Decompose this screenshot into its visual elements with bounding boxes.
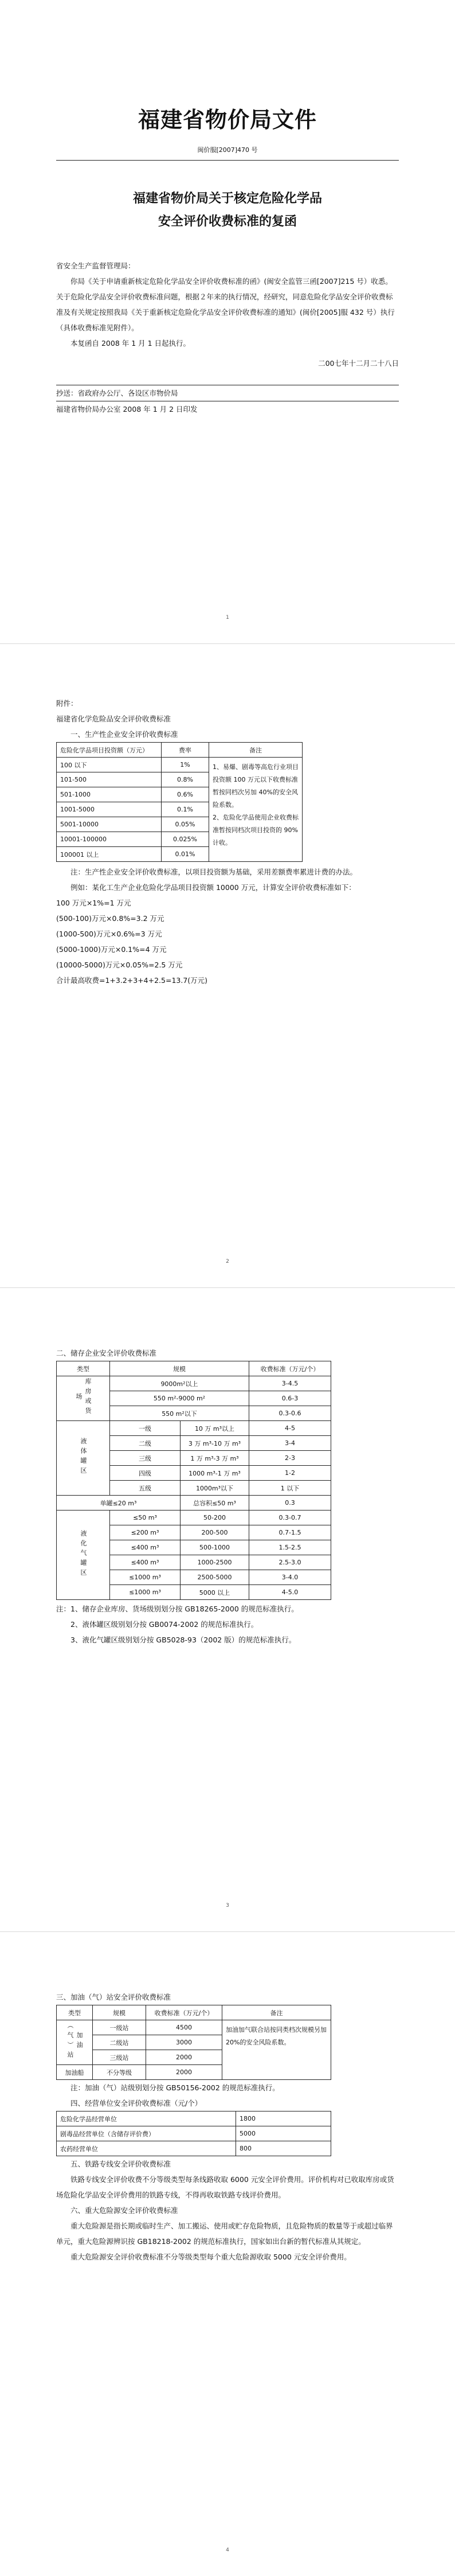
table-cell: 二级: [110, 1436, 181, 1451]
cc-line: 抄送：省政府办公厅、各设区市物价局: [56, 389, 178, 397]
section-1-title: 一、生产性企业安全评价收费标准: [70, 730, 178, 739]
letter-body: [56, 258, 399, 417]
table-cell: 总容积≤50 m³: [181, 1496, 249, 1511]
table-cell: 100 以下: [57, 758, 162, 772]
table-cell: 0.01%: [162, 847, 209, 862]
table-cell: 501-1000: [57, 787, 162, 802]
category-cell: [57, 1511, 110, 1600]
fee-note: 注：生产性企业安全评价收费标准，以项目投资额为基础，采用差额费率累进计费的办法。: [70, 868, 358, 876]
fee-example-intro: 例如：某化工生产企业危险化学品项目投资额 10000 万元，计算安全评价收费标准如下：: [70, 883, 356, 892]
table-cell: 3-4.0: [249, 1570, 331, 1585]
table-cell: 农药经营单位: [57, 2141, 236, 2156]
table-cell: 0.1%: [162, 802, 209, 817]
storage-fee-table: [56, 1361, 331, 1600]
fuel-section: [56, 1989, 399, 2265]
section-4-title: 四、经营单位安全评价收费标准（元/个）: [70, 2099, 202, 2107]
table-row: [57, 2111, 331, 2126]
document-header-title: 福建省物价局文件: [138, 107, 317, 132]
table-header-row: [57, 2005, 331, 2020]
rail-text: 铁路专线安全评价收费不分等级类型每条线路收取 6000 元安全评价费用。评价机构对已收取库房或货场危险化学品安全评价费用的铁路专线，不得再收取铁路专线评价费用。: [56, 2175, 394, 2199]
table-cell: 550 m²以下: [110, 1406, 249, 1421]
table-cell: 0.8%: [162, 772, 209, 787]
table-cell: ≤1000 m³: [110, 1570, 181, 1585]
category-label: 加油（气）站: [66, 2022, 83, 2061]
table-cell: 1 以下: [249, 1481, 331, 1496]
category-cell: [57, 2020, 93, 2065]
letter-title: [0, 188, 455, 233]
category-cell: [57, 1421, 110, 1496]
production-fee-table: [56, 742, 303, 862]
table-cell: 1000m³以下: [181, 1481, 249, 1496]
page-number: 2: [226, 1259, 229, 1264]
table-cell: ≤400 m³: [110, 1540, 181, 1555]
remarks-cell: [209, 758, 303, 862]
category-label: 液化气罐区: [80, 1529, 87, 1579]
table-cell: 1%: [162, 758, 209, 772]
letter-date: 二00七年十二月二十八日: [318, 359, 399, 368]
section-2-title: 二、储存企业安全评价收费标准: [56, 1349, 157, 1357]
section-5-title: 五、铁路专线安全评价收费标准: [70, 2160, 171, 2168]
table-cell: 一级: [110, 1421, 181, 1436]
table-cell: 4500: [146, 2020, 222, 2035]
table-cell: 2.5-3.0: [249, 1555, 331, 1570]
table-cell: 加油船: [57, 2065, 93, 2080]
calc-line: (5000-1000)万元×0.1%=4 万元: [56, 945, 167, 954]
table-cell: 5001-10000: [57, 817, 162, 832]
storage-section: [56, 1345, 399, 1648]
table-cell: 0.05%: [162, 817, 209, 832]
table-cell: 9000m²以上: [110, 1376, 249, 1391]
table-header-cell: 类型: [57, 2005, 93, 2020]
table-cell: 1800: [236, 2111, 331, 2126]
table-row: [57, 2126, 331, 2141]
calc-line: 100 万元×1%=1 万元: [56, 899, 131, 907]
table-cell: 10001-100000: [57, 832, 162, 847]
letter-title-line-2: 安全评价收费标准的复函: [158, 214, 297, 229]
table-cell: 1000-2500: [181, 1555, 249, 1570]
table-cell: 0.6%: [162, 787, 209, 802]
table-header-cell: 规模: [110, 1361, 249, 1376]
page-3: [0, 1288, 455, 1932]
table-cell: 0.6-3: [249, 1391, 331, 1406]
table-header-row: [57, 743, 303, 758]
hazard-text-1: 重大危险源是指长期或临时生产、加工搬运、使用或贮存危险物质，且危险物质的数量等于或超过临界单元，重大危险源辨识按 GB18218-2002 的规范标准执行，国家如出台新的暂代标准从其规定。: [56, 2222, 393, 2246]
business-fee-table: [56, 2111, 331, 2156]
table-cell: 0.3-0.7: [249, 1511, 331, 1525]
table-row: [57, 1376, 331, 1391]
table-cell: 100001 以上: [57, 847, 162, 862]
table-cell: 10 万 m³以上: [181, 1421, 249, 1436]
table-cell: ≤50 m³: [110, 1511, 181, 1525]
hazard-text-2: 重大危险源安全评价收费标准不分等级类型每个重大危险源收取 5000 元安全评价费用。: [70, 2253, 351, 2261]
table-cell: ≤400 m³: [110, 1555, 181, 1570]
document-number: 闽价服[2007]470 号: [197, 146, 258, 154]
table-row: [57, 2141, 331, 2156]
fuel-note: 注：加油（气）站级别划分按 GB50156-2002 的规范标准执行。: [70, 2083, 280, 2092]
table-row: [57, 1511, 331, 1525]
remark-2: 2、危险化学品使用企业收费标准暂按同档次项目投资的 90%计收。: [213, 814, 299, 846]
table-cell: 一级站: [93, 2020, 146, 2035]
table-row: [57, 758, 303, 772]
table-cell: 1.5-2.5: [249, 1540, 331, 1555]
table-row: [57, 1421, 331, 1436]
page-1: [0, 0, 455, 644]
table-header-cell: 规模: [93, 2005, 146, 2020]
page-4: [0, 1932, 455, 2576]
table-cell: 2000: [146, 2050, 222, 2065]
printed-line: 福建省物价局办公室 2008 年 1 月 2 日印发: [56, 405, 198, 413]
calc-line: (10000-5000)万元×0.05%=2.5 万元: [56, 961, 183, 969]
category-label: 库房或货场: [75, 1378, 92, 1417]
remarks-cell: 加油加气联合站按同类档次规模另加 20%的安全风险系数。: [222, 2020, 331, 2080]
calc-line: (500-100)万元×0.8%=3.2 万元: [56, 914, 164, 923]
table-cell: 200-500: [181, 1525, 249, 1540]
calc-line: (1000-500)万元×0.6%=3 万元: [56, 930, 162, 938]
letter-title-line-1: 福建省物价局关于核定危险化学品: [132, 192, 322, 206]
table-header-cell: 收费标准（万元/个）: [249, 1361, 331, 1376]
storage-note: 3、液化气罐区级别划分按 GB5028-93（2002 版）的规范标准执行。: [70, 1636, 296, 1644]
table-header-cell: 危险化学品项目投资额（万元）: [57, 743, 162, 758]
table-cell: 危险化学品经营单位: [57, 2111, 236, 2126]
table-cell: 四级: [110, 1466, 181, 1481]
table-cell: 二级站: [93, 2035, 146, 2050]
table-cell: 3000: [146, 2035, 222, 2050]
table-cell: 5000: [236, 2126, 331, 2141]
table-cell: 4-5.0: [249, 1585, 331, 1600]
attachment-label: 附件：: [56, 699, 78, 708]
section-6-title: 六、重大危险源安全评价收费标准: [70, 2206, 178, 2215]
table-cell: ≤200 m³: [110, 1525, 181, 1540]
table-cell: 800: [236, 2141, 331, 2156]
table-cell: 1001-5000: [57, 802, 162, 817]
table-cell: 3-4.5: [249, 1376, 331, 1391]
table-cell: 0.025%: [162, 832, 209, 847]
category-label: 液体罐区: [80, 1438, 87, 1477]
table-cell: 4-5: [249, 1421, 331, 1436]
table-cell: 101-500: [57, 772, 162, 787]
page-number: 3: [226, 1903, 229, 1908]
table-cell: 500-1000: [181, 1540, 249, 1555]
table-cell: 2000: [146, 2065, 222, 2080]
calc-total: 合计最高收费=1+3.2+3+4+2.5=13.7(万元): [56, 976, 208, 985]
table-cell: 0.3: [249, 1496, 331, 1511]
storage-note: 注：1、储存企业库房、货场级别划分按 GB18265-2000 的规范标准执行。: [56, 1605, 299, 1613]
table-row: [57, 1496, 331, 1511]
table-cell: 50-200: [181, 1511, 249, 1525]
table-cell: ≤1000 m³: [110, 1585, 181, 1600]
table-cell: 0.7-1.5: [249, 1525, 331, 1540]
table-cell: 1000 m³-1 万 m³: [181, 1466, 249, 1481]
table-cell: 2-3: [249, 1451, 331, 1466]
table-cell: 不分等级: [93, 2065, 146, 2080]
remark-1: 1、易爆、剧毒等高危行业项目投资额 100 万元以下收费标准暂按同档次另加 40%的安全风险系数。: [213, 763, 299, 809]
addressee: 省安全生产监督管理局：: [56, 261, 135, 270]
table-cell: 三级站: [93, 2050, 146, 2065]
table-header-row: [57, 1361, 331, 1376]
table-cell: 三级: [110, 1451, 181, 1466]
letter-paragraph-2: 本复函自 2008 年 1 月 1 日起执行。: [70, 339, 191, 348]
table-cell: 1 万 m³-3 万 m³: [181, 1451, 249, 1466]
table-cell: 单罐≤20 m³: [57, 1496, 181, 1511]
letter-paragraph-1: 你局《关于申请重新核定危险化学品安全评价收费标准的函》(闽安全监管三函[2007]215 号）收悉。关于危险化学品安全评价收费标准问题，根据２年来的执行情况，经研究，同意危险化学品安全评价收费标准及有关规定按照我局《关于重新核定危险化学品安全评价收费标准的通知》(闽价[2005]服 432 号）执行（具体收费标准见附件）。: [56, 277, 395, 332]
table-cell: 五级: [110, 1481, 181, 1496]
attachment-title: 福建省化学危险品安全评价收费标准: [56, 715, 171, 723]
table-cell: 3 万 m³-10 万 m³: [181, 1436, 249, 1451]
page-number: 4: [226, 2547, 229, 2553]
table-cell: 2500-5000: [181, 1570, 249, 1585]
fuel-station-fee-table: [56, 2005, 331, 2080]
table-cell: 550 m²-9000 m²: [110, 1391, 249, 1406]
section-3-title: 三、加油（气）站安全评价收费标准: [56, 1993, 171, 2001]
table-cell: 5000 以上: [181, 1585, 249, 1600]
table-header-cell: 费率: [162, 743, 209, 758]
table-header-cell: 类型: [57, 1361, 110, 1376]
table-cell: 剧毒品经营单位（含储存评价费）: [57, 2126, 236, 2141]
page-number: 1: [226, 615, 229, 620]
table-cell: 0.3-0.6: [249, 1406, 331, 1421]
category-cell: [57, 1376, 110, 1421]
storage-note: 2、液体罐区级别划分按 GB0074-2002 的规范标准执行。: [70, 1620, 258, 1629]
page-2: [0, 644, 455, 1288]
table-cell: 1-2: [249, 1466, 331, 1481]
table-header-cell: 备注: [222, 2005, 331, 2020]
attachment-section: [56, 696, 399, 988]
table-cell: 3-4: [249, 1436, 331, 1451]
header-divider: [56, 160, 399, 161]
table-header-cell: 收费标准（万元/个）: [146, 2005, 222, 2020]
table-row: [57, 2020, 331, 2035]
table-header-cell: 备注: [209, 743, 303, 758]
